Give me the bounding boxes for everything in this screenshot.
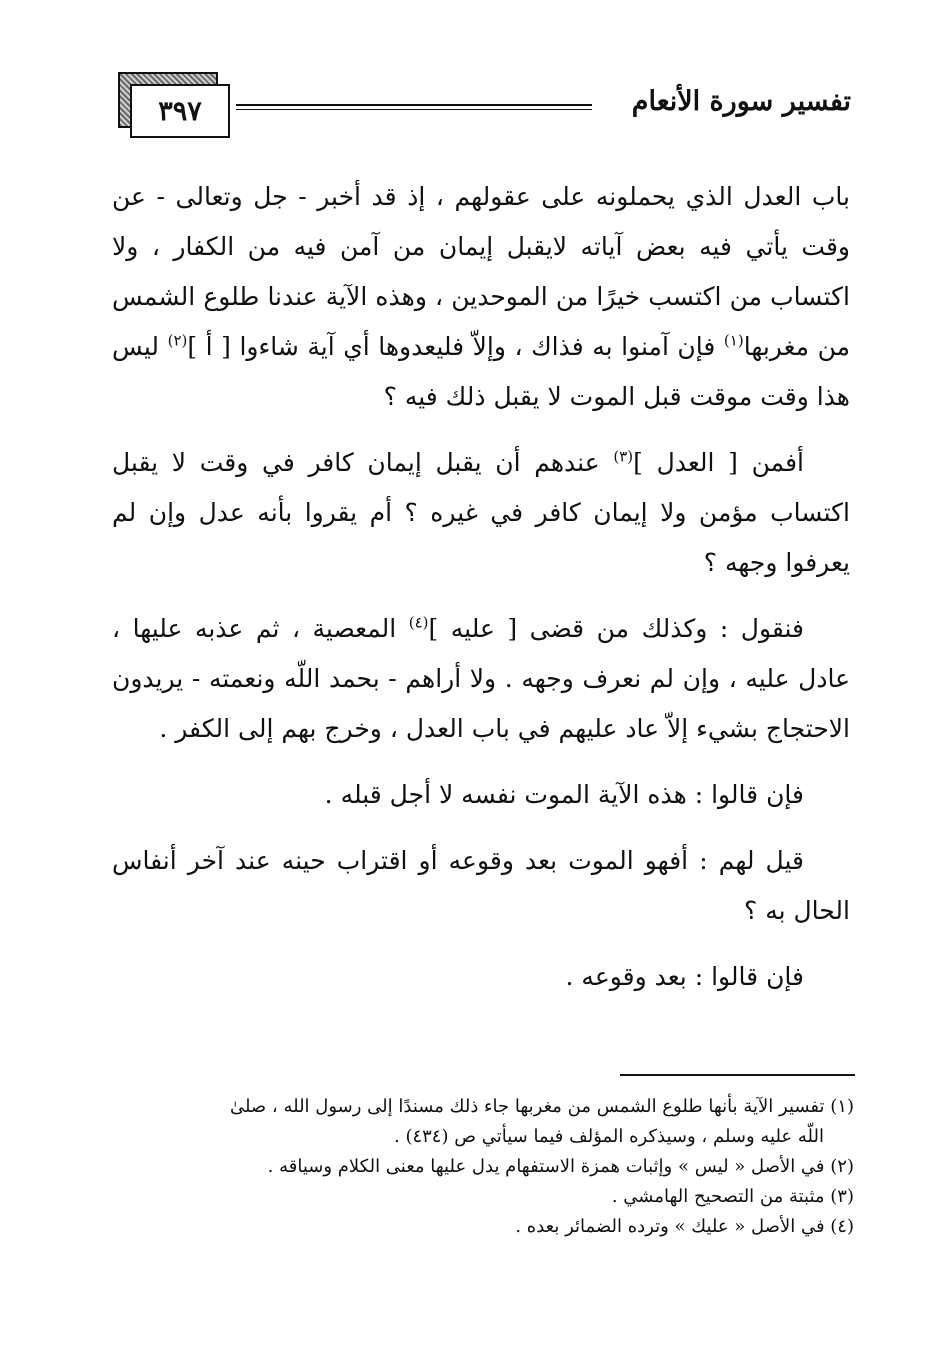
footnotes [112, 1092, 854, 1242]
footnote-1-continued: اللّه عليه وسلم ، وسيذكره المؤلف فيما سيأتي ص (٤٣٤) . [394, 1126, 824, 1147]
footnote-3: (٣) مثبتة من التصحيح الهامشي . [611, 1186, 854, 1207]
footnote-1: (١) تفسير الآية بأنها طلوع الشمس من مغربها جاء ذلك مسندًا إلى رسول الله ، صلىٰ [229, 1096, 854, 1117]
footnote-ref-4: (٤) [408, 613, 429, 632]
paragraph-1-text-b: فإن آمنوا به فذاك ، وإلاّ فليعدوها أي آية شاءوا [ أ ] [187, 332, 724, 361]
paragraph-1-text-a: باب العدل الذي يحملونه على عقولهم ، إذ قد أخبر - جل وتعالى - عن وقت يأتي فيه بعض آياته لايقبل إيمان من آمن فيه من الكفار ، ولا اكتساب من اكتسب خيرًا من الموحدين ، وهذه الآية عندنا طلوع الشمس من مغربها [112, 182, 851, 361]
paragraph-3-text-a: فنقول : وكذلك من قضى [ عليه ] [428, 614, 804, 643]
header-rule [236, 104, 592, 106]
body-text [112, 172, 850, 1002]
paragraph-3-text-b: المعصية ، ثم عذبه عليها ، عادل عليه ، وإن لم نعرف وجهه . ولا أراهم - بحمد اللّه ونعمته - يريدون الاحتجاج بشيء إلاّ عاد عليهم في باب العدل ، وخرج بهم إلى الكفر . [112, 614, 850, 743]
paragraph-2-text-a: أفمن [ العدل ] [633, 448, 805, 477]
footnote-2: (٢) في الأصل « ليس » وإثبات همزة الاستفهام يدل عليها معنى الكلام وسياقه . [267, 1156, 854, 1177]
page-number-box [130, 84, 230, 138]
paragraph-2 [112, 438, 850, 588]
footnote-ref-3: (٣) [613, 447, 634, 466]
paragraph-3 [112, 604, 850, 754]
paragraph-6: فإن قالوا : بعد وقوعه . [565, 962, 804, 991]
footnote-ref-1: (١) [723, 331, 744, 350]
footnote-4: (٤) في الأصل « عليك » وترده الضمائر بعده . [515, 1216, 854, 1237]
page-number: ٣٩٧ [158, 95, 202, 127]
footnote-ref-2: (٢) [167, 331, 188, 350]
header-rule-thin [236, 109, 592, 110]
paragraph-1 [112, 172, 850, 422]
running-header-title: تفسير سورة الأنعام [631, 86, 851, 117]
paragraph-1-text-c: ليس هذا وقت موقت قبل الموت لا يقبل ذلك فيه ؟ [112, 332, 850, 411]
paragraph-2-text-b: عندهم أن يقبل إيمان كافر في وقت لا يقبل اكتساب مؤمن ولا إيمان كافر في غيره ؟ أم يقروا بأنه عدل وإن لم يعرفوا وجهه ؟ [112, 448, 850, 577]
paragraph-5: قيل لهم : أفهو الموت بعد وقوعه أو اقتراب حينه عند آخر أنفاس الحال به ؟ [112, 846, 850, 925]
paragraph-4: فإن قالوا : هذه الآية الموت نفسه لا أجل قبله . [324, 780, 804, 809]
footnote-separator [620, 1074, 855, 1076]
